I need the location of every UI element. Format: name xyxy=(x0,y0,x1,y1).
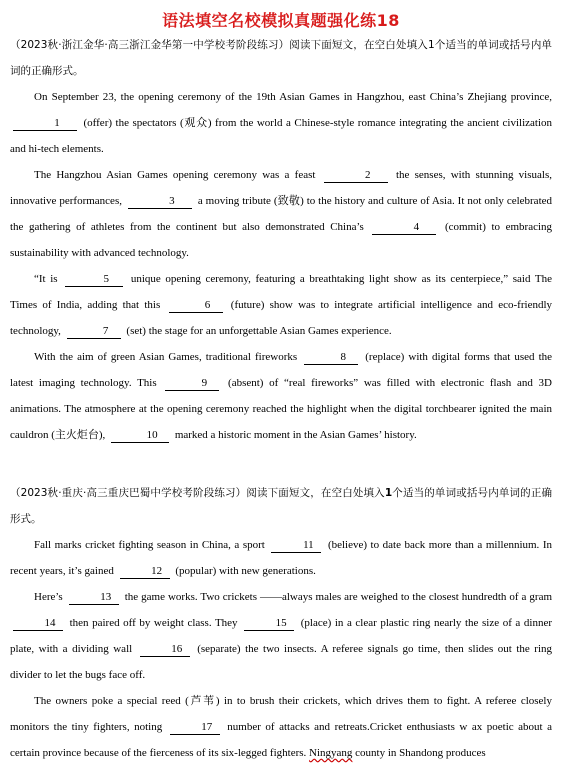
text-run: On September 23, the opening ceremony of the 19th Asian Games in Hangzhou, east China’s Zhejiang province, xyxy=(34,91,552,103)
text-run: The Hangzhou Asian Games opening ceremony was a feast xyxy=(34,169,316,181)
answer-blank-16[interactable]: 16 xyxy=(140,643,190,657)
text-run: (believe) to date back more than a millennium. In recent years, it’s gained xyxy=(10,539,553,577)
text-run: marked a historic moment in the Asian Games’ history. xyxy=(174,429,417,441)
answer-blank-14[interactable]: 14 xyxy=(13,617,63,631)
answer-blank-17[interactable]: 17 xyxy=(170,721,220,735)
passage-1 xyxy=(10,32,552,448)
passage-2-paragraph-1 xyxy=(10,532,552,584)
passage-1-paragraph-4 xyxy=(10,344,552,448)
text-run: (set) the stage for an unforgettable Asian Games experience. xyxy=(126,325,392,337)
answer-blank-9[interactable]: 9 xyxy=(165,377,219,391)
text-run: The owners poke a special reed (芦苇) in to brush their crickets, which drives them to fight. A referee closely monitors the tiny fighters, noting xyxy=(10,695,552,733)
text-run: a moving tribute (致敬) to the history and culture of Asia. It not only celebrated the gathering of athletes from the continent but also demonstrated China’s xyxy=(10,195,553,233)
passage-1-paragraph-3 xyxy=(10,266,552,344)
page-title: 语法填空名校模拟真题强化练18 xyxy=(162,11,400,30)
answer-blank-2[interactable]: 2 xyxy=(324,169,388,183)
text-run: unique opening ceremony, featuring a breathtaking light show as its centerpiece,” said The Times of India, adding that this xyxy=(10,273,553,311)
passage-2-paragraph-2 xyxy=(10,584,552,688)
answer-blank-11[interactable]: 11 xyxy=(271,539,321,553)
text-run: (commit) to embracing sustainability with advanced technology. xyxy=(10,221,553,259)
text-run: (popular) with new generations. xyxy=(175,565,316,577)
answer-blank-5[interactable]: 5 xyxy=(65,273,123,287)
text-run: (place) in a clear plastic ring nearly the size of a dinner plate, with a dividing wall xyxy=(10,617,552,655)
text-run: number of attacks and retreats.Cricket enthusiasts w ax poetic about a certain province because of the fierceness of its six-legged fighters. xyxy=(10,721,553,759)
answer-blank-7[interactable]: 7 xyxy=(67,325,121,339)
source-text: （2023秋·重庆·高三重庆巴蜀中学校考阶段练习）阅读下面短文，在空白处填入 xyxy=(10,487,385,499)
text-run: the senses, with stunning visuals, innovative performances, xyxy=(10,169,552,207)
passage-1-paragraph-2 xyxy=(10,162,552,266)
proofing-underlined-word: Ningyang xyxy=(309,747,353,759)
answer-blank-1[interactable]: 1 xyxy=(13,117,77,131)
text-run: Here’s xyxy=(34,591,63,603)
text-run: county in Shandong produces xyxy=(355,747,486,759)
answer-blank-12[interactable]: 12 xyxy=(120,565,170,579)
text-run: then paired off by weight class. They xyxy=(69,617,238,629)
source-number: 1 xyxy=(384,487,393,499)
text-run: the game works. Two crickets ——always males are weighed to the closest hundredth of a gram xyxy=(124,591,553,603)
passage-2 xyxy=(10,480,552,766)
text-run: (offer) the spectators (观众) from the world a Chinese-style romance integrating the ancient civilization and hi-tech elements. xyxy=(10,117,553,155)
passage-1-paragraph-1 xyxy=(10,84,552,162)
answer-blank-3[interactable]: 3 xyxy=(128,195,192,209)
passage-2-source xyxy=(10,480,552,532)
text-run: (absent) of “real fireworks” was filled with electronic flash and 3D animations. The atmosphere at the opening ceremony reached the highlight when the digital torchbearer ignited the main cauldron (主火炬台), xyxy=(10,377,552,441)
text-run: With the aim of green Asian Games, traditional fireworks xyxy=(34,351,298,363)
answer-blank-10[interactable]: 10 xyxy=(111,429,169,443)
answer-blank-6[interactable]: 6 xyxy=(169,299,223,313)
answer-blank-13[interactable]: 13 xyxy=(69,591,119,605)
passage-2-paragraph-3 xyxy=(10,688,552,766)
text-run: “It is xyxy=(34,273,58,285)
text-run: (replace) with digital forms that used the latest imaging technology. This xyxy=(10,351,553,389)
passage-1-source: （2023秋·浙江金华·高三浙江金华第一中学校考阶段练习）阅读下面短文，在空白处填入1个适当的单词或括号内单词的正确形式。 xyxy=(10,39,552,77)
answer-blank-8[interactable]: 8 xyxy=(304,351,358,365)
text-run: Fall marks cricket fighting season in China, a sport xyxy=(34,539,265,551)
source-text: 个适当的单词或括号内单词的正确形式。 xyxy=(10,487,552,525)
text-run: (separate) the two insects. A referee signals go time, then slides out the ring divider to let the bugs face off. xyxy=(10,643,553,681)
text-run: (future) show was to integrate artificial intelligence and eco-friendly technology, xyxy=(10,299,553,337)
answer-blank-4[interactable]: 4 xyxy=(372,221,436,235)
answer-blank-15[interactable]: 15 xyxy=(244,617,294,631)
